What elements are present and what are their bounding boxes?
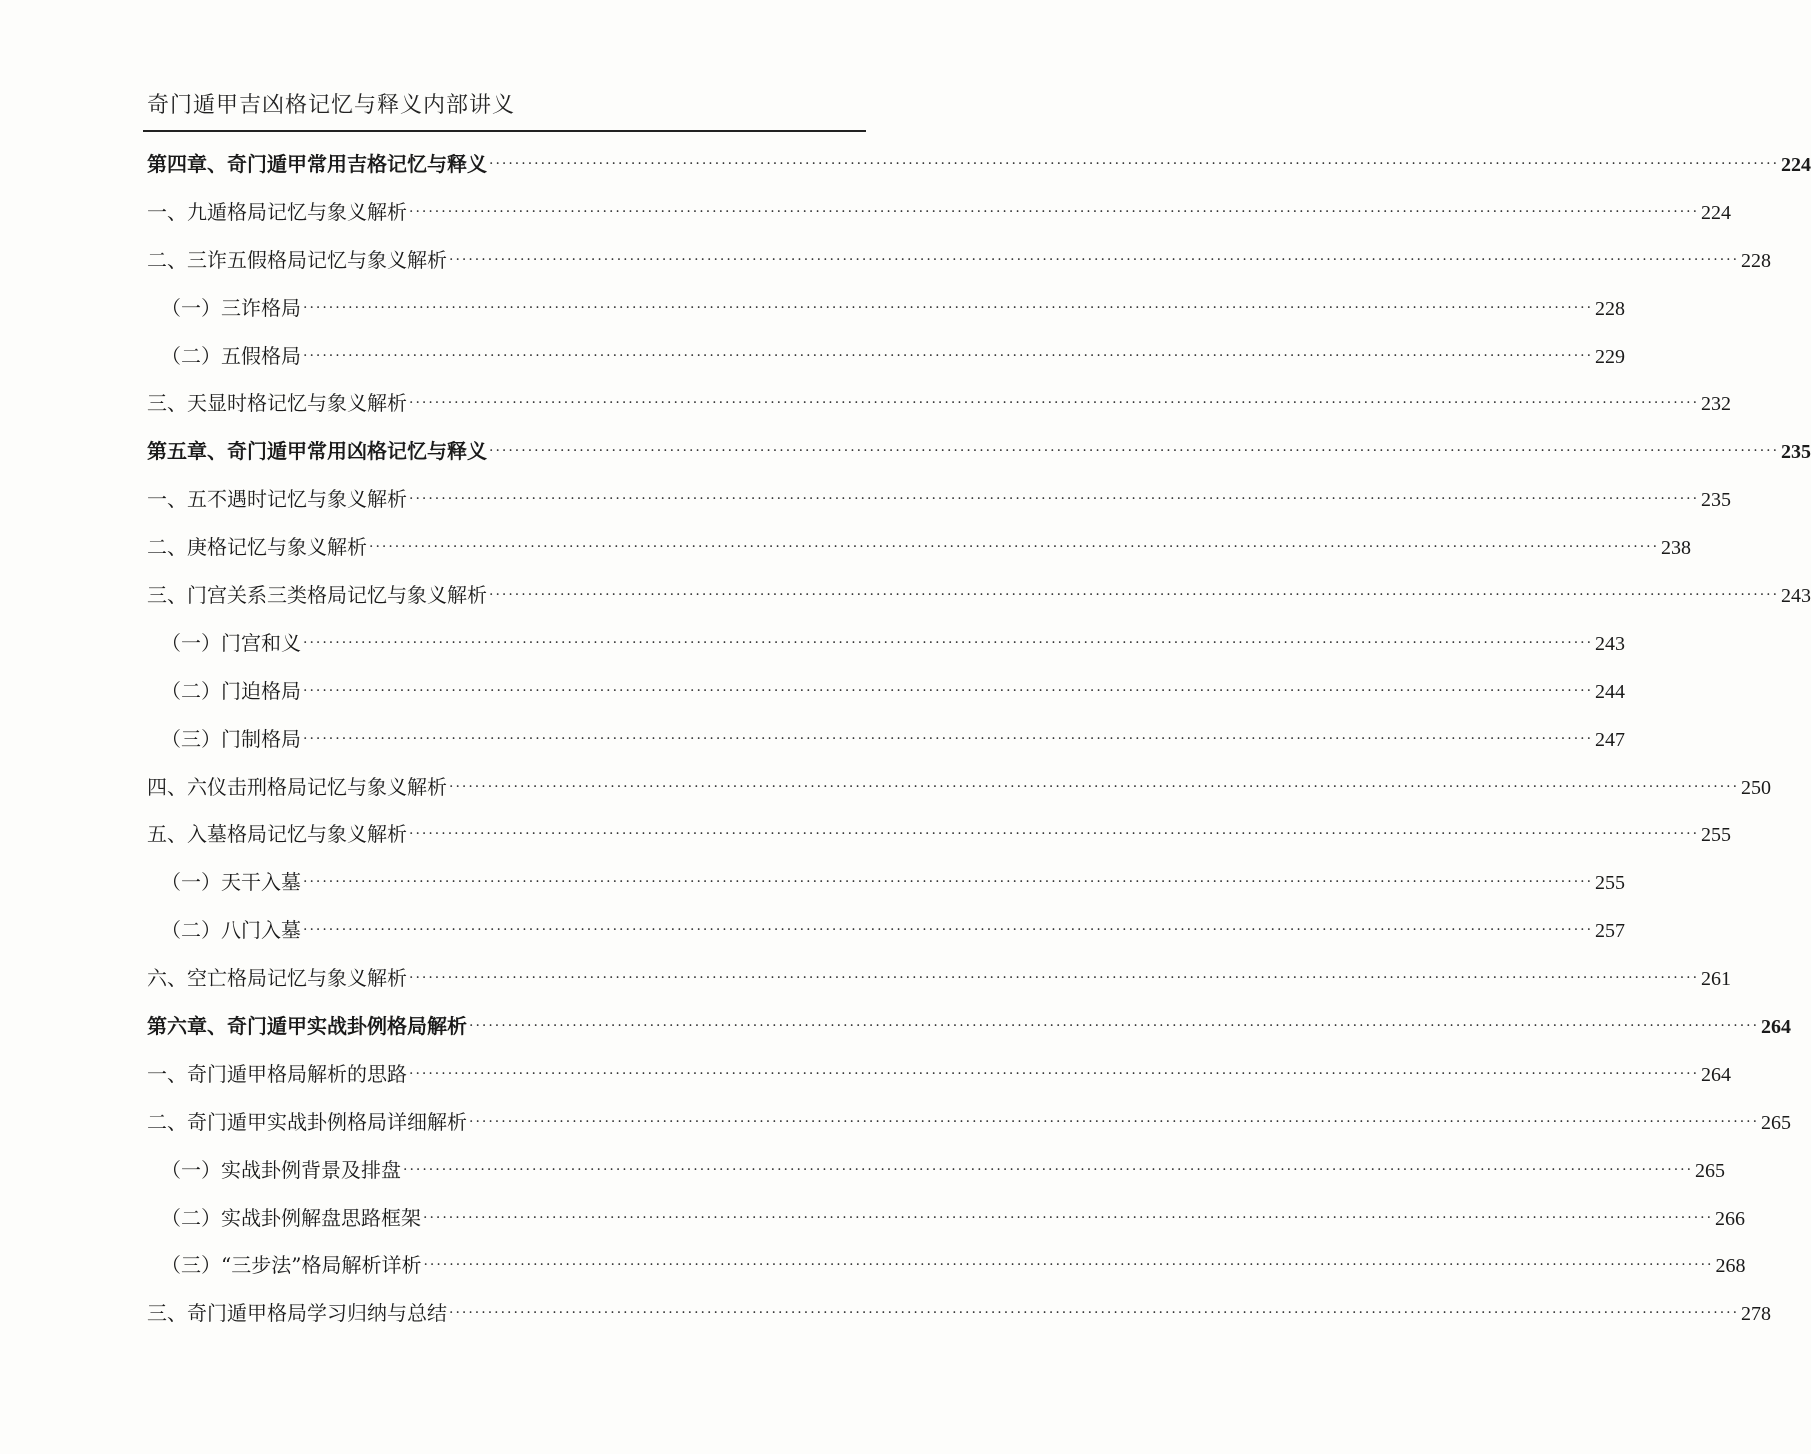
toc-entry-label: 四、六仪击刑格局记忆与象义解析: [147, 774, 447, 799]
toc-leader-dots: ········································································································································································································: [303, 874, 1594, 891]
toc-entry[interactable]: [147, 427, 1811, 475]
toc-leader-dots: ········································································································································································································: [403, 1161, 1694, 1178]
table-of-contents: [147, 140, 1811, 1337]
toc-entry-page-number: 265: [1695, 1159, 1726, 1182]
toc-entry-label: （三）“三步法”格局解析详析: [161, 1253, 422, 1278]
toc-entry-label: 三、奇门遁甲格局学习归纳与总结: [147, 1301, 447, 1326]
toc-entry[interactable]: [147, 1050, 1732, 1098]
toc-entry-label: （一）门宫和义: [161, 630, 301, 655]
toc-entry-page-number: 264: [1701, 1063, 1732, 1086]
toc-entry-page-number: 228: [1741, 249, 1772, 272]
toc-leader-dots: ········································································································································································································: [469, 1018, 1760, 1035]
toc-entry-page-number: 224: [1701, 201, 1732, 224]
toc-entry[interactable]: [147, 1289, 1772, 1337]
toc-entry[interactable]: [147, 619, 1626, 667]
toc-entry[interactable]: [147, 763, 1772, 811]
toc-entry-page-number: 229: [1595, 345, 1626, 368]
toc-entry-label: 三、门宫关系三类格局记忆与象义解析: [147, 583, 487, 608]
toc-leader-dots: ········································································································································································································: [409, 826, 1700, 843]
toc-entry-label: 二、奇门遁甲实战卦例格局详细解析: [147, 1109, 467, 1134]
toc-leader-dots: ········································································································································································································: [489, 443, 1780, 460]
toc-entry-page-number: 278: [1741, 1303, 1772, 1326]
toc-entry-page-number: 247: [1595, 728, 1626, 751]
toc-entry-page-number: 250: [1741, 776, 1772, 799]
toc-entry-page-number: 232: [1701, 393, 1732, 416]
toc-entry[interactable]: [147, 236, 1772, 284]
toc-leader-dots: ········································································································································································································: [303, 634, 1594, 651]
toc-entry-label: （一）三诈格局: [161, 295, 301, 320]
toc-leader-dots: ········································································································································································································: [423, 1209, 1714, 1226]
toc-entry-page-number: 255: [1595, 872, 1626, 895]
toc-entry-page-number: 243: [1781, 585, 1811, 608]
toc-entry-label: （三）门制格局: [161, 726, 301, 751]
toc-entry[interactable]: [147, 858, 1626, 906]
toc-entry-label: 二、三诈五假格局记忆与象义解析: [147, 247, 447, 272]
toc-leader-dots: ········································································································································································································: [303, 682, 1594, 699]
toc-entry[interactable]: [147, 1146, 1726, 1194]
toc-entry[interactable]: [147, 715, 1626, 763]
toc-entry[interactable]: [147, 475, 1732, 523]
toc-entry[interactable]: [147, 379, 1732, 427]
toc-entry-label: （一）天干入墓: [161, 870, 301, 895]
toc-entry[interactable]: [147, 954, 1732, 1002]
toc-leader-dots: ········································································································································································································: [409, 395, 1700, 412]
toc-entry-label: 第四章、奇门遁甲常用吉格记忆与释义: [147, 152, 487, 176]
toc-entry-label: 一、五不遇时记忆与象义解析: [147, 487, 407, 512]
toc-leader-dots: ········································································································································································································: [409, 1065, 1700, 1082]
toc-entry[interactable]: [147, 140, 1811, 188]
toc-entry-label: 三、天显时格记忆与象义解析: [147, 391, 407, 416]
toc-leader-dots: ········································································································································································································: [369, 539, 1660, 556]
toc-leader-dots: ········································································································································································································: [303, 347, 1594, 364]
toc-entry-label: 二、庚格记忆与象义解析: [147, 535, 367, 560]
toc-entry-label: （一）实战卦例背景及排盘: [161, 1157, 401, 1182]
toc-entry[interactable]: [147, 571, 1811, 619]
toc-entry-page-number: 268: [1715, 1255, 1746, 1278]
toc-entry-page-number: 261: [1701, 968, 1732, 991]
toc-entry-label: （二）八门入墓: [161, 918, 301, 943]
toc-entry-page-number: 224: [1781, 154, 1811, 176]
toc-entry[interactable]: [147, 1002, 1792, 1050]
toc-entry[interactable]: [147, 667, 1626, 715]
toc-entry-page-number: 238: [1661, 537, 1692, 560]
toc-leader-dots: ········································································································································································································: [423, 1257, 1714, 1274]
toc-leader-dots: ········································································································································································································: [409, 491, 1700, 508]
toc-entry[interactable]: [147, 906, 1626, 954]
toc-entry-label: 五、入墓格局记忆与象义解析: [147, 822, 407, 847]
running-header: 奇门遁甲吉凶格记忆与释义内部讲义: [147, 93, 516, 118]
toc-entry[interactable]: [147, 188, 1732, 236]
header-rule: [143, 130, 866, 132]
toc-entry-page-number: 244: [1595, 680, 1626, 703]
toc-entry[interactable]: [147, 1098, 1792, 1146]
toc-leader-dots: ········································································································································································································: [489, 587, 1780, 604]
toc-entry[interactable]: [147, 810, 1732, 858]
toc-entry[interactable]: [147, 284, 1626, 332]
toc-leader-dots: ········································································································································································································: [449, 778, 1740, 795]
toc-leader-dots: ········································································································································································································: [449, 251, 1740, 268]
toc-entry[interactable]: [147, 1194, 1746, 1242]
toc-entry-page-number: 228: [1595, 297, 1626, 320]
toc-entry-page-number: 235: [1701, 489, 1732, 512]
toc-leader-dots: ········································································································································································································: [449, 1305, 1740, 1322]
toc-leader-dots: ········································································································································································································: [303, 730, 1594, 747]
toc-entry-page-number: 266: [1715, 1207, 1746, 1230]
toc-leader-dots: ········································································································································································································: [489, 156, 1780, 172]
toc-entry-page-number: 243: [1595, 632, 1626, 655]
toc-entry-page-number: 235: [1781, 441, 1811, 464]
toc-leader-dots: ········································································································································································································: [409, 970, 1700, 987]
toc-entry-page-number: 255: [1701, 824, 1732, 847]
toc-entry-label: （二）实战卦例解盘思路框架: [161, 1205, 421, 1230]
toc-entry[interactable]: [147, 332, 1626, 380]
toc-entry-page-number: 257: [1595, 920, 1626, 943]
toc-leader-dots: ········································································································································································································: [303, 922, 1594, 939]
toc-entry-label: 六、空亡格局记忆与象义解析: [147, 966, 407, 991]
toc-entry-label: （二）五假格局: [161, 343, 301, 368]
toc-entry[interactable]: [147, 1241, 1746, 1289]
toc-entry-label: 一、九遁格局记忆与象义解析: [147, 199, 407, 224]
toc-entry-label: 第六章、奇门遁甲实战卦例格局解析: [147, 1014, 467, 1039]
toc-entry-label: 一、奇门遁甲格局解析的思路: [147, 1061, 407, 1086]
toc-leader-dots: ········································································································································································································: [409, 203, 1700, 220]
toc-entry-label: 第五章、奇门遁甲常用凶格记忆与释义: [147, 439, 487, 464]
toc-entry-page-number: 265: [1761, 1111, 1792, 1134]
toc-entry-label: （二）门迫格局: [161, 678, 301, 703]
toc-leader-dots: ········································································································································································································: [469, 1113, 1760, 1130]
toc-leader-dots: ········································································································································································································: [303, 299, 1594, 316]
toc-entry-page-number: 264: [1761, 1016, 1792, 1039]
toc-entry[interactable]: [147, 523, 1692, 571]
